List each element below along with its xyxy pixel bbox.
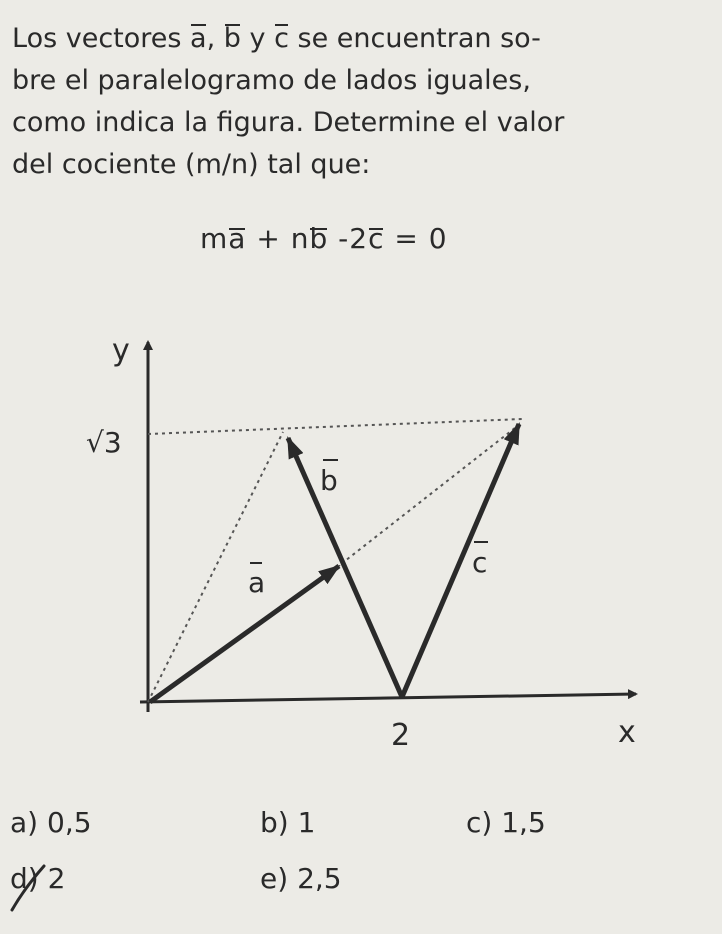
- svg-text:a: a: [248, 566, 266, 599]
- option-c[interactable]: [466, 806, 546, 839]
- problem-line-2: bre el paralelogramo de lados iguales,: [12, 65, 531, 96]
- vector-b-label: [320, 460, 338, 497]
- x-tick-label: 2: [391, 718, 411, 753]
- problem-text: se encuentran so-: [288, 23, 541, 54]
- coefficient-n: + n: [246, 222, 310, 255]
- problem-line-3: como indica la figura. Determine el valor: [12, 107, 565, 138]
- option-letter: a): [10, 806, 39, 839]
- option-value: 1,5: [501, 806, 546, 839]
- vector-c-arrow: [402, 424, 519, 697]
- vector-a-arrow: [150, 566, 339, 702]
- option-a[interactable]: [10, 806, 92, 839]
- vector-a-label: [248, 563, 265, 599]
- option-value: 2: [47, 862, 66, 895]
- coefficient-2: -2: [328, 222, 369, 255]
- equation-rhs: = 0: [384, 222, 448, 255]
- equation-vector-a: a: [228, 222, 247, 255]
- vector-b-symbol: b: [224, 18, 241, 60]
- option-value: 1: [297, 806, 316, 839]
- x-axis: [140, 694, 636, 702]
- option-value: 0,5: [47, 806, 92, 839]
- svg-text:c: c: [472, 546, 488, 579]
- sqrt3-guide-line: [148, 419, 522, 434]
- svg-text:b: b: [320, 464, 338, 497]
- vector-b-arrow: [288, 438, 402, 697]
- diagonal-extension: [336, 424, 520, 568]
- parallelogram-figure: [0, 320, 722, 760]
- equation-vector-c: c: [368, 222, 385, 255]
- option-value: 2,5: [297, 862, 342, 895]
- option-letter: c): [466, 806, 493, 839]
- problem-line-4: del cociente (m/n) tal que:: [12, 149, 371, 180]
- equation-vector-b: b: [309, 222, 329, 255]
- vector-c-symbol: c: [274, 18, 289, 60]
- option-b[interactable]: [260, 806, 315, 839]
- problem-line-1: [12, 18, 712, 60]
- problem-text: y: [240, 23, 275, 54]
- x-axis-label: x: [618, 715, 636, 750]
- option-letter: b): [260, 806, 289, 839]
- problem-text: ,: [206, 23, 224, 54]
- option-d[interactable]: [10, 862, 65, 895]
- coefficient-m: m: [200, 222, 229, 255]
- option-letter: d): [10, 862, 39, 895]
- option-e[interactable]: [260, 862, 342, 895]
- option-letter: e): [260, 862, 289, 895]
- vector-a-symbol: a: [190, 18, 207, 60]
- problem-statement: [12, 18, 712, 186]
- y-axis-label: y: [112, 333, 130, 368]
- vector-equation: [200, 222, 448, 255]
- y-tick-label: √3: [86, 426, 122, 459]
- problem-text: Los vectores: [12, 23, 191, 54]
- vector-c-label: [472, 542, 488, 579]
